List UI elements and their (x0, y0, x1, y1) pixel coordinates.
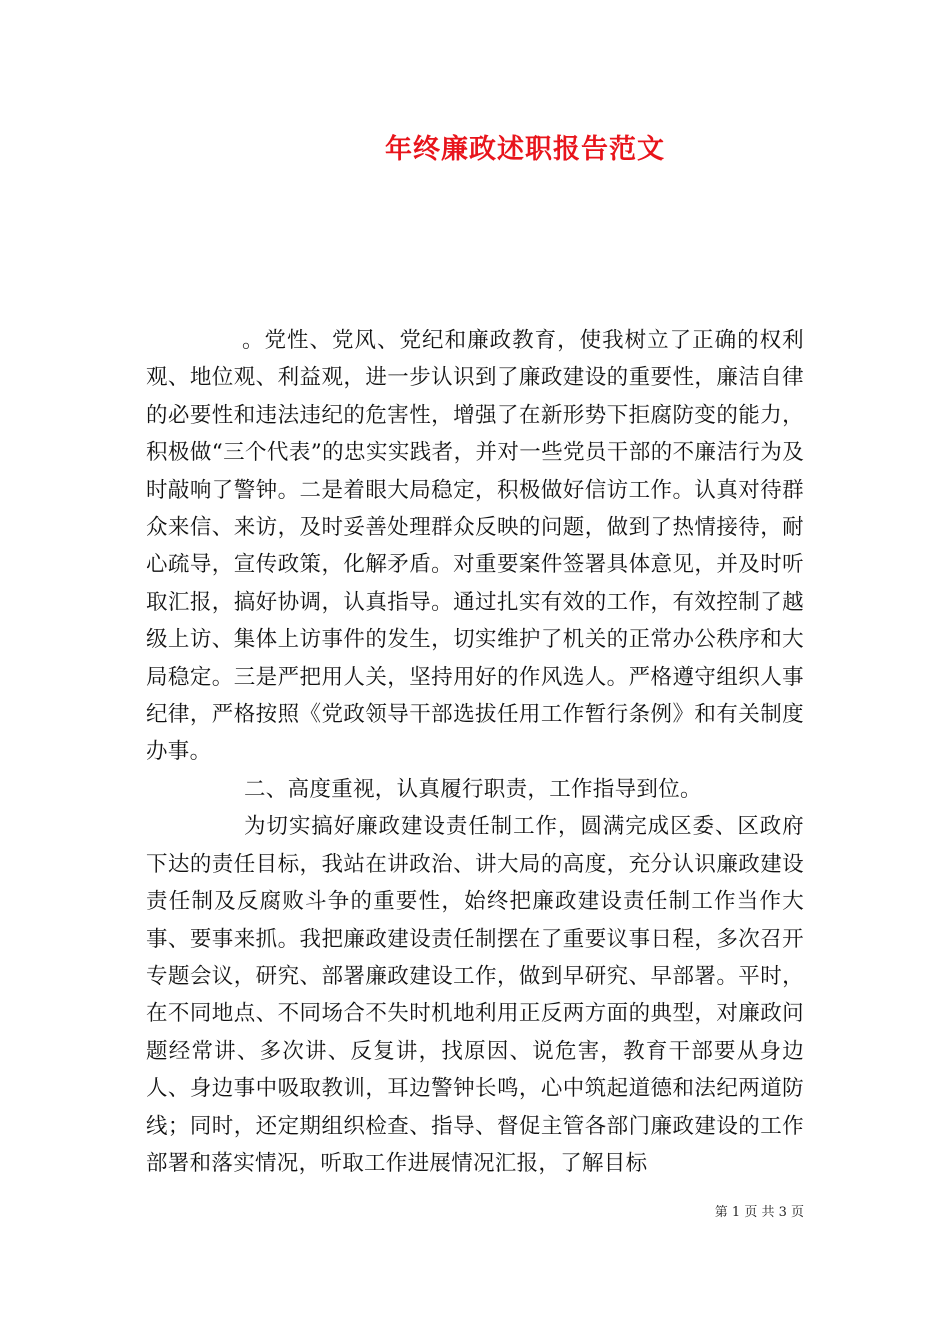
document-body (146, 322, 804, 1182)
page-footer: 第 1 页 共 3 页 (714, 1205, 804, 1220)
section-heading-2: 二、高度重视，认真履行职责，工作指导到位。 (244, 776, 702, 802)
paragraph-1: 。党性、党风、党纪和廉政教育，使我树立了正确的权利观、地位观、利益观，进一步认识到了廉政建设的重要性，廉洁自律的必要性和违法违纪的危害性，增强了在新形势下拒腐防变的能力，积极做“三个代表”的忠实实践者，并对一些党员干部的不廉洁行为及时敲响了警钟。二是着眼大局稳定，积极做好信访工作。认真对待群众来信、来访，及时妥善处理群众反映的问题，做到了热情接待，耐心疏导，宣传政策，化解矛盾。对重要案件签署具体意见，并及时听取汇报，搞好协调，认真指导。通过扎实有效的工作，有效控制了越级上访、集体上访事件的发生，切实维护了机关的正常办公秩序和大局稳定。三是严把用人关，坚持用好的作风选人。严格遵守组织人事纪律，严格按照《党政领导干部选拔任用工作暂行条例》和有关制度办事。 (146, 328, 804, 765)
paragraph-3: 为切实搞好廉政建设责任制工作，圆满完成区委、区政府下达的责任目标，我站在讲政治、讲大局的高度，充分认识廉政建设责任制及反腐败斗争的重要性，始终把廉政建设责任制工作当作大事、要事来抓。我把廉政建设责任制摆在了重要议事日程，多次召开专题会议，研究、部署廉政建设工作，做到早研究、早部署。平时，在不同地点、不同场合不失时机地利用正反两方面的典型，对廉政问题经常讲、多次讲、反复讲，找原因、说危害，教育干部要从身边人、身边事中吸取教训，耳边警钟长鸣，心中筑起道德和法纪两道防线；同时，还定期组织检查、指导、督促主管各部门廉政建设的工作部署和落实情况，听取工作进展情况汇报，了解目标 (146, 814, 804, 1176)
document-title: 年终廉政述职报告范文 (385, 134, 665, 165)
